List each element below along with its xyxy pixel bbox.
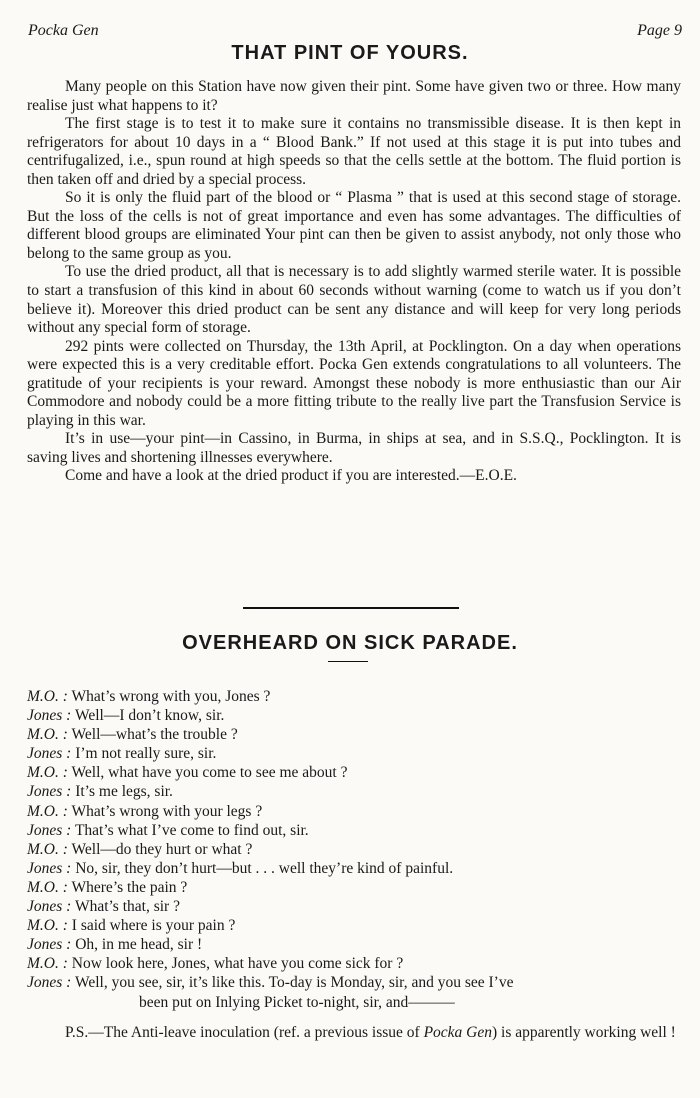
dialogue-line <box>27 763 681 782</box>
paragraph: 292 pints were collected on Thursday, the 13th April, at Pocklington. On a day when operations were expected this is a very creditable effort. Pocka Gen extends congratulations to all volunteers. The gratitude of your recipients is your reward. Amongst these nobody is more enthusiastic than our Air Commodore and nobody could be a more fitting tribute to the really live part the Transfusion Service is playing in this war. <box>27 337 681 429</box>
speaker: M.O. : <box>27 878 68 896</box>
article-title: OVERHEARD ON SICK PARADE. <box>182 632 518 654</box>
speaker: M.O. : <box>27 917 68 935</box>
paragraph: It’s in use—your pint—in Cassino, in Burma, in ships at sea, and in S.S.Q., Pocklington. It is saving lives and shortening illnesses everywhere. <box>27 430 681 466</box>
paragraph: The first stage is to test it to make sure it contains no transmissible disease. It is then kept in refrigerators for about 10 days in a “ Blood Bank.” If not used at this stage it is put into tubes and centrifugalized, i.e., spun round at high speeds so that the cells settle at the bottom. The fluid portion is then taken off and dried by a special process. <box>27 115 681 188</box>
dialogue-line <box>27 935 681 954</box>
speaker: M.O. : <box>27 955 68 973</box>
speaker: M.O. : <box>27 840 68 858</box>
speech: What’s that, sir ? <box>74 898 180 916</box>
article-title: THAT PINT OF YOURS. <box>231 42 469 64</box>
title-underline <box>328 661 368 662</box>
speech: Well—do they hurt or what ? <box>71 840 253 858</box>
dialogue-line <box>27 744 681 763</box>
paragraph: So it is only the fluid part of the blood or “ Plasma ” that is used at this second stage of storage. But the loss of the cells is not of great importance and even has some advantages. The difficulties of different blood groups are eliminated Your pint can then be given to assist anybody, not only those who belong to the same group as you. <box>27 189 681 262</box>
postscript-start: P.S.—The Anti-leave inoculation (ref. a previous issue of <box>65 1024 424 1041</box>
speech: It’s me legs, sir. <box>75 783 173 801</box>
speech: Now look here, Jones, what have you come sick for ? <box>71 955 404 973</box>
speaker: M.O. : <box>27 688 68 705</box>
speaker: Jones : <box>27 974 72 992</box>
postscript <box>27 1023 681 1042</box>
paragraph-signature: Come and have a look at the dried product if you are interested.—E.O.E. <box>65 467 517 485</box>
speech: Well—I don’t know, sir. <box>74 707 225 725</box>
speaker: Jones : <box>27 898 72 916</box>
publication-name: Pocka Gen <box>28 22 99 39</box>
speech: What’s wrong with your legs ? <box>71 802 263 820</box>
paragraph: To use the dried product, all that is necessary is to add slightly warmed sterile water. It is possible to start a transfusion of this kind in about 60 seconds without warning (come to watch us if you don’t believe it). Moreover this dried product can be sent any distance and will keep for very long periods without any special form of storage. <box>27 263 681 337</box>
speaker: Jones : <box>27 783 72 801</box>
speech: Well—what’s the trouble ? <box>71 726 238 744</box>
dialogue-line <box>27 706 681 725</box>
speaker: Jones : <box>27 745 72 763</box>
dialogue-line <box>27 859 681 878</box>
speech: I’m not really sure, sir. <box>75 745 217 763</box>
speaker: Jones : <box>27 707 72 725</box>
dialogue-continuation: been put on Inlying Picket to-night, sir, and——— <box>139 993 455 1011</box>
dialogue-line <box>27 840 681 859</box>
dialogue-line <box>27 687 681 706</box>
dialogue-line <box>27 782 681 801</box>
dialogue-line <box>27 802 681 821</box>
dialogue-line <box>27 725 681 744</box>
speech: That’s what I’ve come to find out, sir. <box>74 821 309 839</box>
speaker: M.O. : <box>27 802 68 820</box>
dialogue-line <box>27 878 681 897</box>
speech: Oh, in me head, sir ! <box>75 936 203 954</box>
dialogue-line <box>27 897 681 916</box>
postscript-text <box>27 1023 681 1042</box>
speaker: M.O. : <box>27 726 68 744</box>
speech: Where’s the pain ? <box>71 878 188 896</box>
speaker: Jones : <box>27 936 72 954</box>
speech: I said where is your pain ? <box>71 917 236 935</box>
speech: Well, you see, sir, it’s like this. To-day is Monday, sir, and you see I’ve <box>74 974 514 992</box>
speaker: Jones : <box>27 859 72 877</box>
dialogue <box>27 687 681 1012</box>
postscript-publication: Pocka Gen <box>423 1024 493 1041</box>
article-body <box>27 78 681 486</box>
speech: No, sir, they don’t hurt—but . . . well they’re kind of painful. <box>75 859 454 877</box>
dialogue-line <box>27 916 681 935</box>
dialogue-line <box>27 954 681 973</box>
page-number: Page 9 <box>637 22 682 39</box>
paragraph: Many people on this Station have now given their pint. Some have given two or three. How many realise just what happens to it? <box>27 78 681 114</box>
section-divider <box>243 607 459 609</box>
dialogue-line <box>27 821 681 840</box>
dialogue-line <box>27 973 681 992</box>
speech: What’s wrong with you, Jones ? <box>71 688 271 705</box>
speaker: M.O. : <box>27 764 68 782</box>
speech: Well, what have you come to see me about ? <box>71 764 348 782</box>
speaker: Jones : <box>27 821 72 839</box>
postscript-end: ) is apparently working well ! <box>492 1024 676 1041</box>
